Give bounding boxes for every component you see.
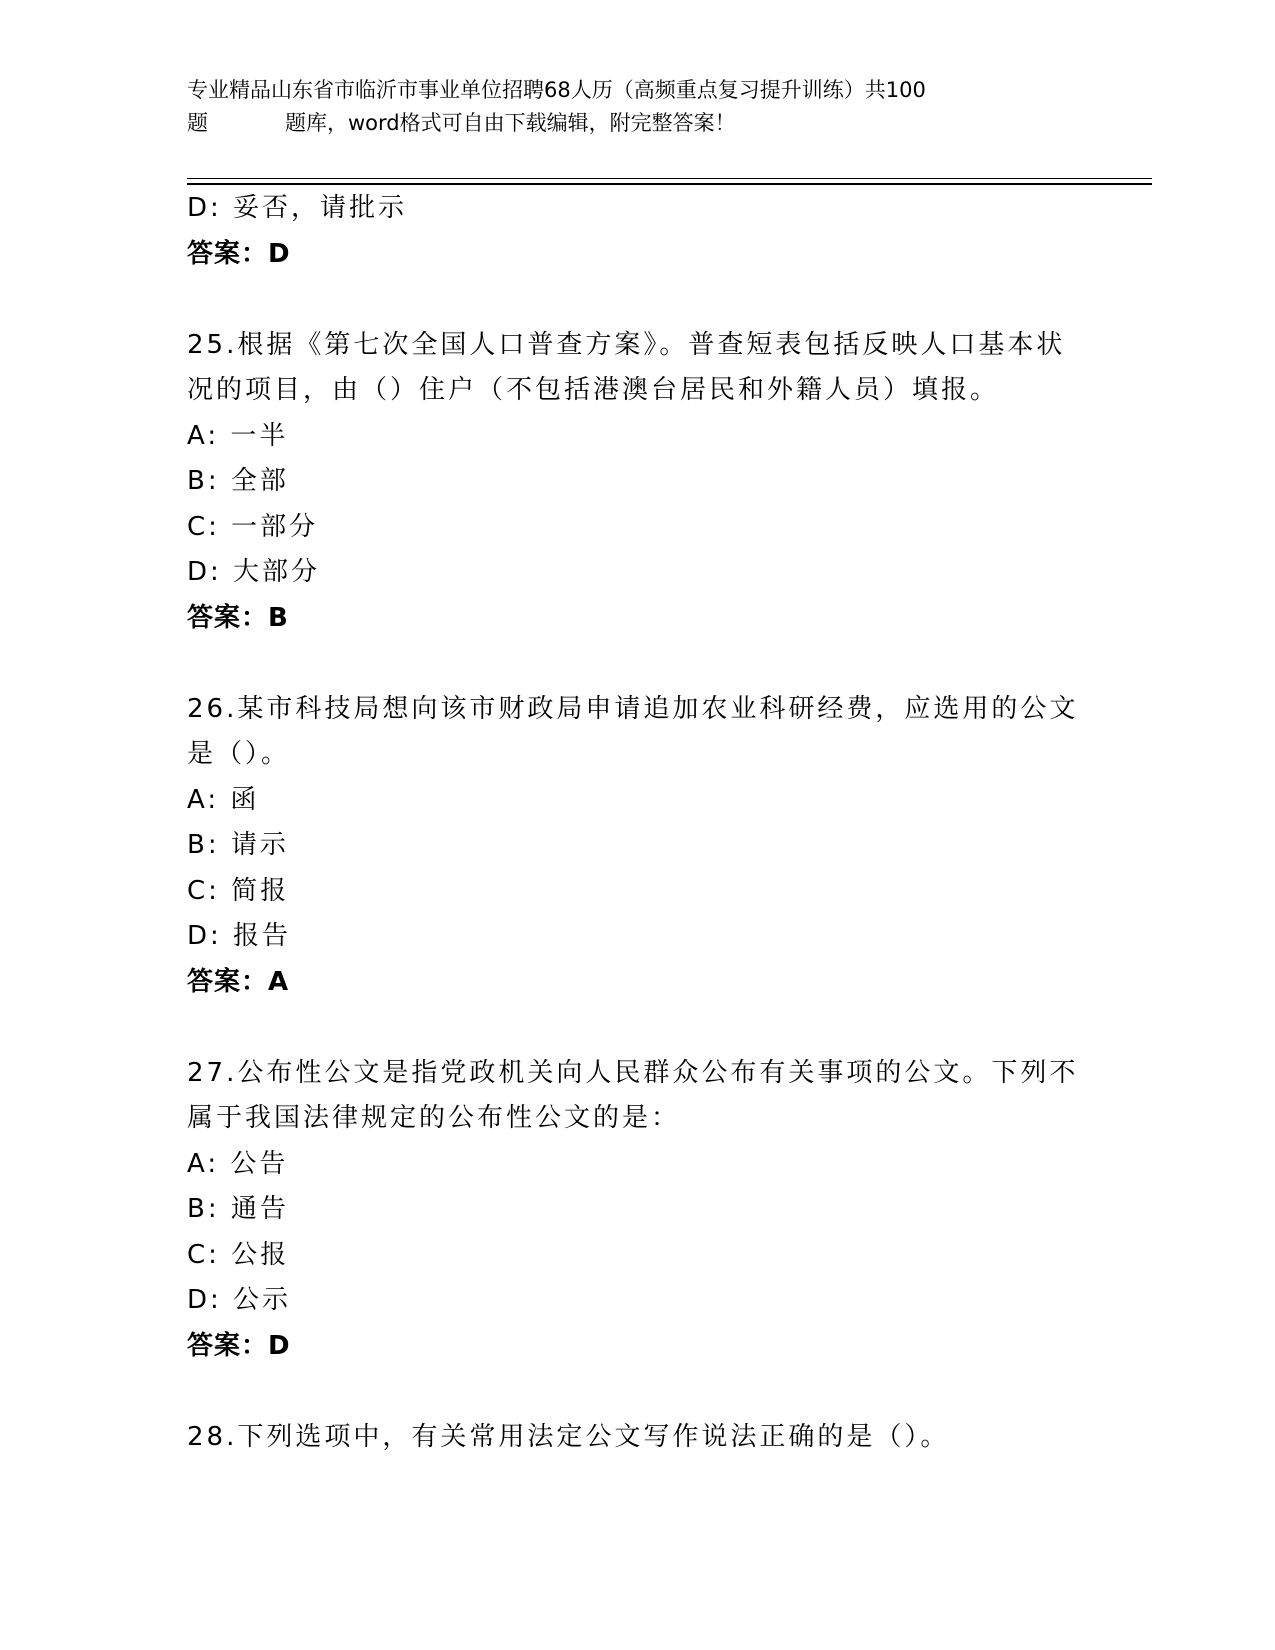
- option-d: D: 报告: [187, 921, 292, 951]
- option-b: B: 全部: [187, 466, 289, 496]
- question-stem-line: 28.下列选项中，有关常用法定公文写作说法正确的是（）。: [187, 1421, 950, 1452]
- spacer: [187, 1369, 1087, 1415]
- spacer: [187, 1005, 1087, 1051]
- question-stem-line: 25.根据《第七次全国人口普查方案》。普查短表包括反映人口基本状: [187, 329, 1066, 360]
- header-title-line2: [187, 107, 1067, 140]
- option-c: C: 一部分: [187, 511, 319, 542]
- spacer: [187, 641, 1087, 687]
- question-list: [187, 186, 1087, 1460]
- prev-option-d: D: 妥否，请批示: [187, 193, 408, 223]
- question-27: [187, 1051, 1087, 1370]
- question-stem-line: 况的项目，由（）住户（不包括港澳台居民和外籍人员）填报。: [187, 375, 1000, 405]
- option-c: C: 公报: [187, 1239, 290, 1270]
- question-stem-line: 26.某市科技局想向该市财政局申请追加农业科研经费，应选用的公文: [187, 693, 1079, 724]
- option-b: B: 请示: [187, 830, 289, 860]
- option-d: D: 大部分: [187, 557, 321, 587]
- option-c: C: 简报: [187, 875, 290, 906]
- option-a: A: 函: [187, 784, 260, 815]
- prev-answer: 答案：D: [187, 238, 291, 269]
- header-title-line2-right: 题库，word格式可自由下载编辑，附完整答案！: [285, 111, 736, 135]
- header-rule-thin: [187, 178, 1152, 179]
- header-rule-thick: [187, 183, 1152, 185]
- header-title-line2-left: 题: [187, 111, 208, 135]
- question-28: [187, 1415, 1087, 1461]
- option-b: B: 通告: [187, 1194, 289, 1224]
- page-header: [187, 74, 1067, 140]
- answer: 答案：B: [187, 602, 289, 633]
- spacer: [187, 277, 1087, 323]
- question-stem-line: 是（）。: [187, 739, 291, 769]
- answer: 答案：D: [187, 1330, 291, 1361]
- question-25: [187, 323, 1087, 642]
- question-stem-line: 属于我国法律规定的公布性公文的是：: [187, 1103, 681, 1133]
- option-a: A: 一半: [187, 420, 289, 451]
- option-d: D: 公示: [187, 1285, 292, 1315]
- question-26: [187, 687, 1087, 1006]
- option-a: A: 公告: [187, 1148, 289, 1179]
- header-title-line1: 专业精品山东省市临沂市事业单位招聘68人历（高频重点复习提升训练）共100: [187, 78, 926, 102]
- answer: 答案：A: [187, 966, 290, 997]
- question-stem-line: 27.公布性公文是指党政机关向人民群众公布有关事项的公文。下列不: [187, 1057, 1079, 1088]
